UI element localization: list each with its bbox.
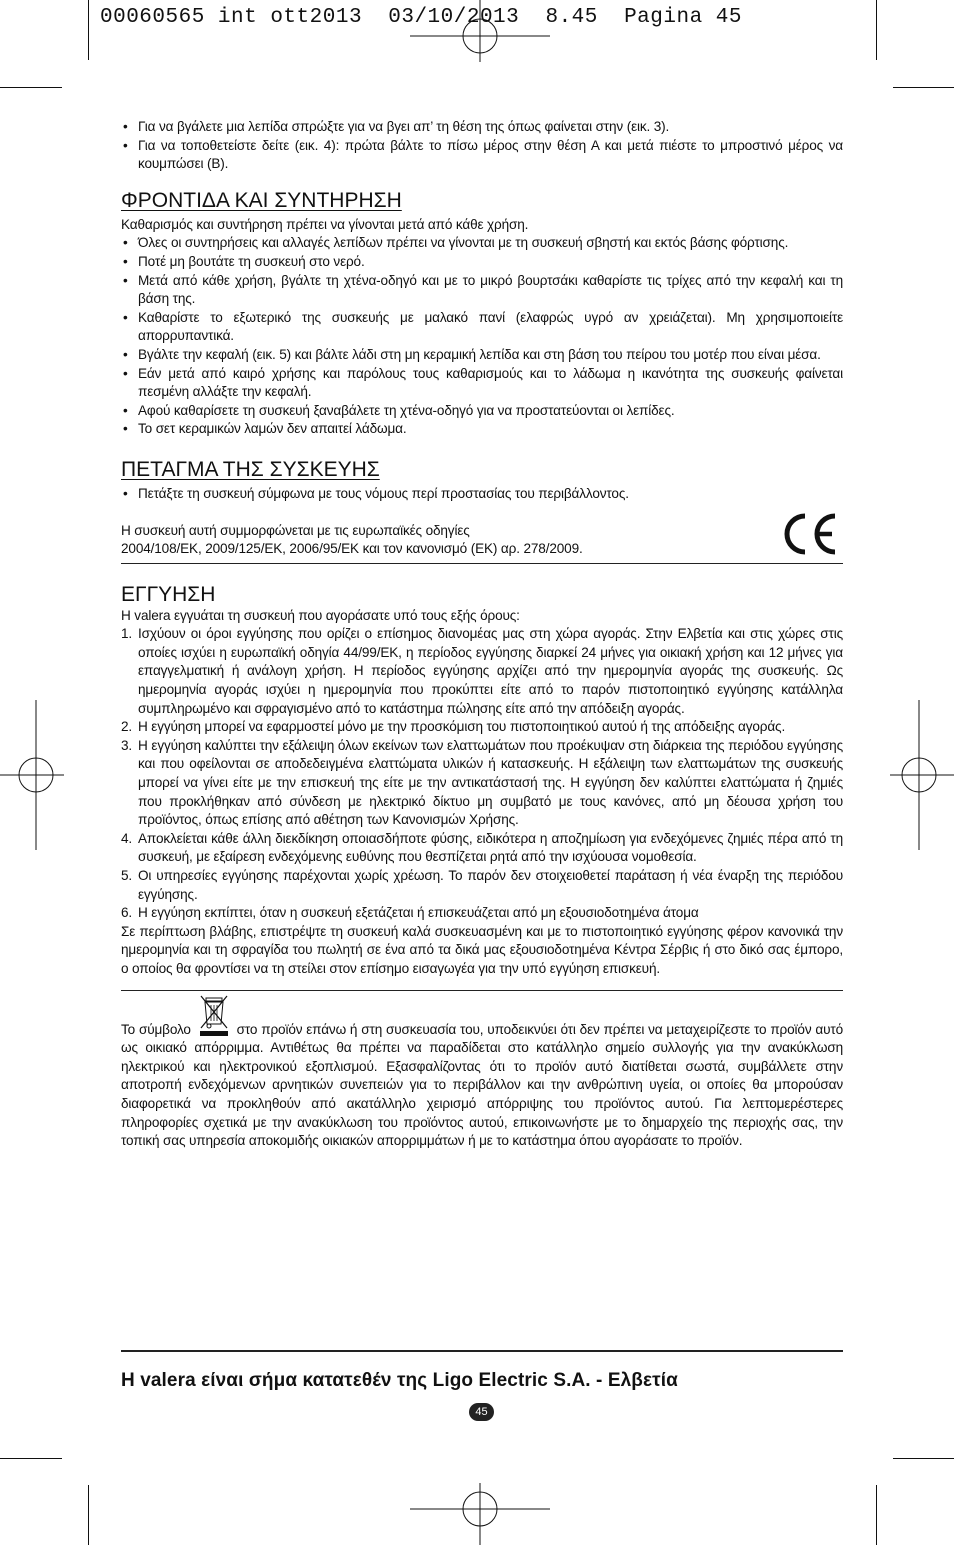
care-intro: Καθαρισμός και συντήρηση πρέπει να γίνονται μετά από κάθε χρήση. bbox=[121, 216, 529, 232]
weee-text-start: Το σύμβολο bbox=[121, 1021, 191, 1037]
list-item: • Μετά από κάθε χρήση, βγάλτε τη χτένα-οδηγό και με το μικρό βουρτσάκι καθαρίστε τις τρίχες από την κεφαλή και τη βάση της. bbox=[121, 272, 843, 309]
crop-mark bbox=[876, 1485, 877, 1545]
list-item: • Βγάλτε την κεφαλή (εικ. 5) και βάλτε λάδι στη μη κεραμική λεπίδα και στη βάση του πείρου του μοτέρ που είναι μέσα. bbox=[121, 346, 843, 365]
list-item: • Καθαρίστε το εξωτερικό της συσκευής με μαλακό πανί (ελαφρώς υγρό αν χρειάζεται). Μη χρησιμοποιείτε απορρυπαντικά. bbox=[121, 309, 843, 346]
divider bbox=[121, 563, 843, 564]
warranty-closing: Σε περίπτωση βλάβης, επιστρέψτε τη συσκευή καλά συσκευασμένη και με το πιστοποιητικό εγγύησης φέρον κανονικά την ημερομηνία και τη σφραγίδα του πωλητή σε ένα από τα δικά μας εξουσιοδοτημένα Κέντρα Σέρβις ή στο δικό σας έμπορο, ο οποίος θα φροντίσει να τη στείλει στον επίσημο εισαγωγέα για την υπό εγγύηση επισκευή. bbox=[121, 923, 843, 976]
warranty-heading: ΕΓΓΥΗΣΗ bbox=[121, 582, 216, 606]
care-list bbox=[121, 234, 843, 439]
term-number: 4. bbox=[121, 830, 133, 846]
crop-mark bbox=[876, 0, 877, 60]
warranty-terms bbox=[121, 625, 843, 923]
intro-list bbox=[121, 118, 843, 174]
registration-mark-right bbox=[890, 700, 954, 850]
list-item: • Για να βγάλετε μια λεπίδα σπρώξτε για να βγει απ’ τη θέση της όπως φαίνεται στην (εικ. 3). bbox=[121, 118, 843, 137]
compliance-block bbox=[121, 522, 843, 563]
term-number: 3. bbox=[121, 737, 133, 753]
list-item bbox=[121, 904, 843, 923]
list-item bbox=[121, 737, 843, 830]
term-number: 1. bbox=[121, 626, 133, 642]
list-item: • Ποτέ μη βουτάτε τη συσκευή στο νερό. bbox=[121, 253, 843, 272]
print-slug: 00060565 int ott2013 03/10/2013 8.45 Pagina 45 bbox=[100, 6, 743, 29]
disposal-heading: ΠΕΤΑΓΜΑ ΤΗΣ ΣΥΣΚΕΥΗΣ bbox=[121, 457, 380, 481]
list-item bbox=[121, 867, 843, 904]
crop-mark bbox=[88, 1485, 89, 1545]
crop-mark bbox=[0, 87, 62, 88]
trademark-footer: Η valera είναι σήμα κατατεθέν της Ligo Electric S.A. - Ελβετία bbox=[121, 1370, 678, 1391]
list-item: • Όλες οι συντηρήσεις και αλλαγές λεπίδων πρέπει να γίνονται με τη συσκευή σβηστή και εκτός βάσης φόρτισης. bbox=[121, 234, 843, 253]
weee-paragraph bbox=[121, 1021, 843, 1151]
crop-mark bbox=[893, 87, 954, 88]
warranty-intro: Η valera εγγυάται τη συσκευή που αγοράσατε υπό τους εξής όρους: bbox=[121, 607, 520, 623]
list-item bbox=[121, 625, 843, 718]
registration-mark-left bbox=[0, 700, 64, 850]
crop-mark bbox=[88, 0, 89, 60]
care-heading: ΦΡΟΝΤΙΔΑ ΚΑΙ ΣΥΝΤΗΡΗΣΗ bbox=[121, 188, 402, 212]
crop-mark bbox=[893, 1458, 954, 1459]
registration-mark-bottom bbox=[410, 1483, 550, 1545]
term-text: Αποκλείεται κάθε άλλη διεκδίκηση οποιασδήποτε φύσης, ειδικότερα η αποζημίωση για ενδεχόμενες ζημιές πέρα από τη συσκευή, με εξαίρεση ενδεχόμενης ευθύνης που θεσπίζεται ρητά από την ισχύουσα νομοθεσία. bbox=[138, 830, 843, 865]
term-number: 2. bbox=[121, 719, 133, 735]
compliance-line: 2004/108/ΕΚ, 2009/125/ΕΚ, 2006/95/ΕΚ και τον κανονισμό (ΕΚ) αρ. 278/2009. bbox=[121, 541, 583, 557]
footer-divider bbox=[121, 1350, 843, 1352]
term-text: Η εγγύηση καλύπτει την εξάλειψη όλων εκείνων των ελαττωμάτων που προέκυψαν στη διάρκεια της περιόδου εγγύησης και που οφείλονται σε αποδεδειγμένα ελαττώματα υλικών ή κατασκευής. Η εξάλειψη των ελαττωμάτων της συσκευής μπορεί να γίνει είτε με την επισκευή της είτε με την αντικατάστασή της. Η εγγύηση δεν καλύπτει ελαττώματα ή ζημιές που προκλήθηκαν από σύνδεση με ηλεκτρικό δίκτυο μη συμβατό με τους κανόνες, από μη δέουσα χρήση του προϊόντος, όπως επίσης από αθέτηση των Κανονισμών Χρήσης. bbox=[138, 737, 843, 828]
crossed-out-bin-icon bbox=[197, 994, 231, 1036]
term-text: Η εγγύηση μπορεί να εφαρμοστεί μόνο με την προσκόμιση του πιστοποιητικού αυτού ή της απόδειξης αγοράς. bbox=[138, 719, 786, 735]
crop-mark bbox=[0, 1458, 62, 1459]
term-text: Οι υπηρεσίες εγγύησης παρέχονται χωρίς χρέωση. Το παρόν δεν στοιχειοθετεί παράταση ή νέα έναρξη της περιόδου εγγύησης. bbox=[138, 868, 843, 902]
weee-text: στο προϊόν επάνω ή στη συσκευασία του, υποδεικνύει ότι δεν πρέπει να μεταχειρίζεστε το προϊόν αυτό ως οικιακό απόρριμμα. Αντιθέτως θα πρέπει να παραδίδεται στο κατάλληλο σημείο συλλογής για την ανακύκλωση ηλεκτρικού και ηλεκτρονικού εξοπλισμού. Εξασφαλίζοντας ότι το προϊόν αυτό διατίθεται σωστά, συμβάλλετε στην αποτροπή ενδεχόμενων αρνητικών συνεπειών για το περιβάλλον και την ανθρώπινη υγεία, οι οποίες θα μπορούσαν διαφορετικά να προκληθούν από ακατάλληλο χειρισμό απόρριψης του προϊόντος αυτού. Για λεπτομερέστερες πληροφορίες σχετικά με την ανακύκλωση του προϊόντος αυτού, επικοινωνήστε με το δημαρχείο της περιοχής σας, την τοπική σας υπηρεσία αποκομιδής οικιακών απορριμμάτων ή με το κατάστημα όπου αγοράσατε το προϊόν. bbox=[121, 1021, 843, 1149]
term-text: Ισχύουν οι όροι εγγύησης που ορίζει ο επίσημος διανομέας μας στη χώρα αγοράς. Στην Ελβετία και στις χώρες στις οποίες ισχύει η ευρωπαϊκή οδηγία 44/99/ΕΚ, η περίοδος εγγύησης διαρκεί 24 μήνες για οικιακή χρήση και 12 μήνες για επαγγελματική ή ανάλογη χρήση. Η περίοδος εγγύησης αρχίζει από την ημερομηνία αγοράς της συσκευής. Ως ημερομηνία αγοράς ισχύει η ημερομηνία που προκύπτει είτε από το παρόν πιστοποιητικό εγγύησης κατάλληλα συμπληρωμένο και σφραγισμένο από το κατάστημα πώλησης είτε από την απόδειξη αγοράς. bbox=[138, 626, 843, 716]
compliance-line: Η συσκευή αυτή συμμορφώνεται με τις ευρωπαϊκές οδηγίες bbox=[121, 522, 470, 538]
list-item: • Το σετ κεραμικών λαμών δεν απαιτεί λάδωμα. bbox=[121, 420, 843, 439]
disposal-bullet: • Πετάξτε τη συσκευή σύμφωνα με τους νόμους περί προστασίας του περιβάλλοντος. bbox=[121, 485, 843, 504]
ce-mark-icon bbox=[779, 512, 839, 556]
registration-mark-top bbox=[410, 0, 550, 62]
term-number: 5. bbox=[121, 868, 133, 883]
divider bbox=[121, 990, 843, 991]
page-number: 45 bbox=[469, 1403, 494, 1421]
list-item: • Εάν μετά από καιρό χρήσης και παρόλους τους καθαρισμούς και το λάδωμα η ικανότητα της συσκευής φαίνεται πεσμένη αλλάξτε την κεφαλή. bbox=[121, 365, 843, 402]
list-item bbox=[121, 830, 843, 867]
page-content bbox=[121, 118, 843, 1151]
list-item bbox=[121, 718, 843, 737]
list-item: • Αφού καθαρίσετε τη συσκευή ξαναβάλετε τη χτένα-οδηγό για να προστατεύονται οι λεπίδες. bbox=[121, 402, 843, 421]
term-number: 6. bbox=[121, 905, 133, 921]
list-item: • Για να τοποθετείστε δείτε (εικ. 4): πρώτα βάλτε το πίσω μέρος στην θέση Α και μετά πιέστε το μπροστινό μέρος να κουμπώσει (Β). bbox=[121, 137, 843, 174]
term-text: Η εγγύηση εκπίπτει, όταν η συσκευή εξετάζεται ή επισκευάζεται από μη εξουσιοδοτημένα άτομα bbox=[138, 905, 699, 921]
